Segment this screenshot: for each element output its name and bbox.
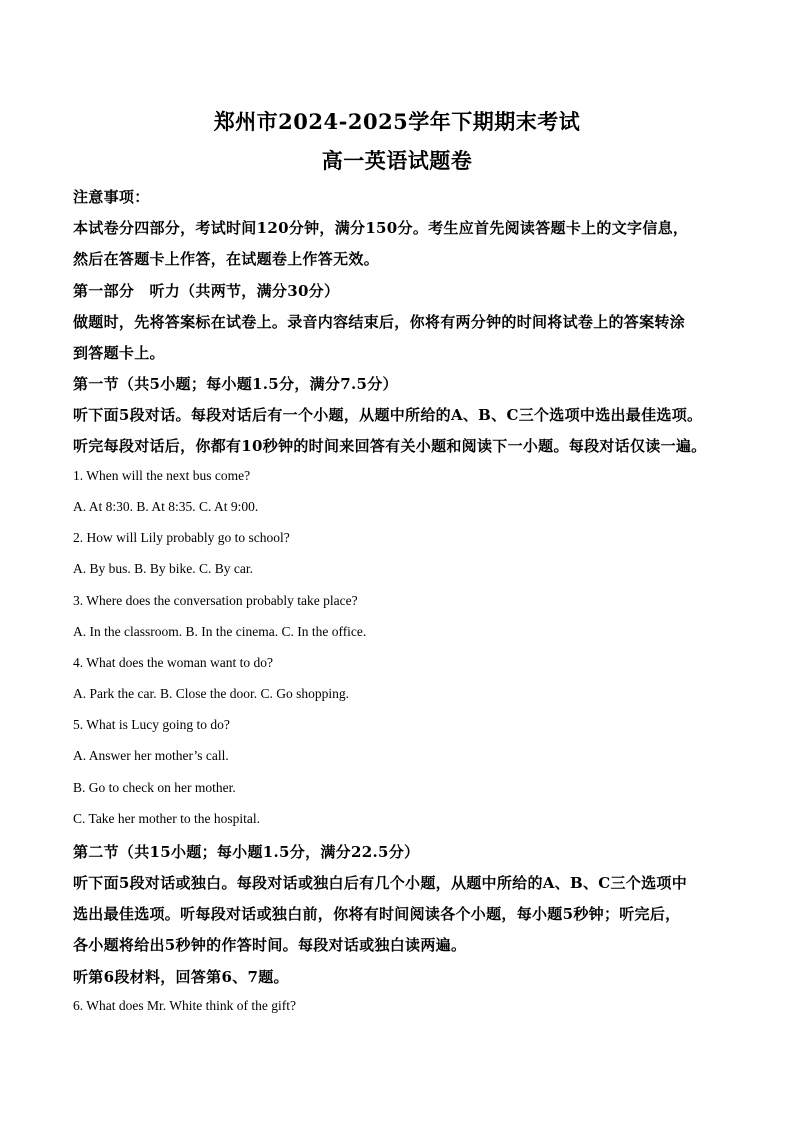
section2-instruction: 各小题将给出5秒钟的作答时间。每段对话或独白读两遍。	[73, 936, 467, 954]
question-5-option-a: A. Answer her mother’s call.	[73, 748, 229, 763]
exam-title: 郑州市2024-2025学年下期期末考试	[213, 109, 581, 134]
question-3-options: A. In the classroom. B. In the cinema. C. In the office.	[73, 624, 367, 639]
section1-instruction: 听完每段对话后，你都有10秒钟的时间来回答有关小题和阅读下一小题。每段对话仅读一遍。	[73, 437, 707, 455]
notice-heading: 注意事项：	[73, 188, 150, 206]
part1-heading: 第一部分 听力（共两节，满分30分）	[73, 282, 340, 300]
question-3: 3. Where does the conversation probably take place?	[73, 593, 358, 608]
material-6-heading: 听第6段材料，回答第6、7题。	[73, 968, 289, 986]
section1-heading: 第一节（共5小题；每小题1.5分，满分7.5分）	[73, 375, 398, 393]
section2-instruction: 听下面5段对话或独白。每段对话或独白后有几个小题，从题中所给的A、B、C三个选项中	[73, 874, 687, 892]
exam-subtitle: 高一英语试题卷	[321, 148, 473, 173]
question-2: 2. How will Lily probably go to school?	[73, 530, 290, 545]
part1-intro: 做题时，先将答案标在试卷上。录音内容结束后，你将有两分钟的时间将试卷上的答案转涂	[73, 313, 686, 331]
question-4: 4. What does the woman want to do?	[73, 655, 273, 670]
section2-instruction: 选出最佳选项。听每段对话或独白前，你将有时间阅读各个小题，每小题5秒钟；听完后，	[73, 905, 681, 923]
question-6: 6. What does Mr. White think of the gift?	[73, 998, 296, 1013]
section2-heading: 第二节（共15小题；每小题1.5分，满分22.5分）	[73, 843, 420, 861]
part1-intro: 到答题卡上。	[73, 344, 165, 362]
notice-line: 本试卷分四部分，考试时间120分钟，满分150分。考生应首先阅读答题卡上的文字信息，	[73, 219, 689, 237]
question-5-option-b: B. Go to check on her mother.	[73, 780, 236, 795]
question-1: 1. When will the next bus come?	[73, 468, 251, 483]
notice-line: 然后在答题卡上作答，在试题卷上作答无效。	[73, 250, 380, 268]
question-5: 5. What is Lucy going to do?	[73, 717, 230, 732]
question-1-options: A. At 8:30. B. At 8:35. C. At 9:00.	[73, 499, 259, 514]
section1-instruction: 听下面5段对话。每段对话后有一个小题，从题中所给的A、B、C三个选项中选出最佳选项。	[73, 406, 703, 424]
question-4-options: A. Park the car. B. Close the door. C. Go shopping.	[73, 686, 349, 701]
question-5-option-c: C. Take her mother to the hospital.	[73, 811, 261, 826]
question-2-options: A. By bus. B. By bike. C. By car.	[73, 561, 254, 576]
